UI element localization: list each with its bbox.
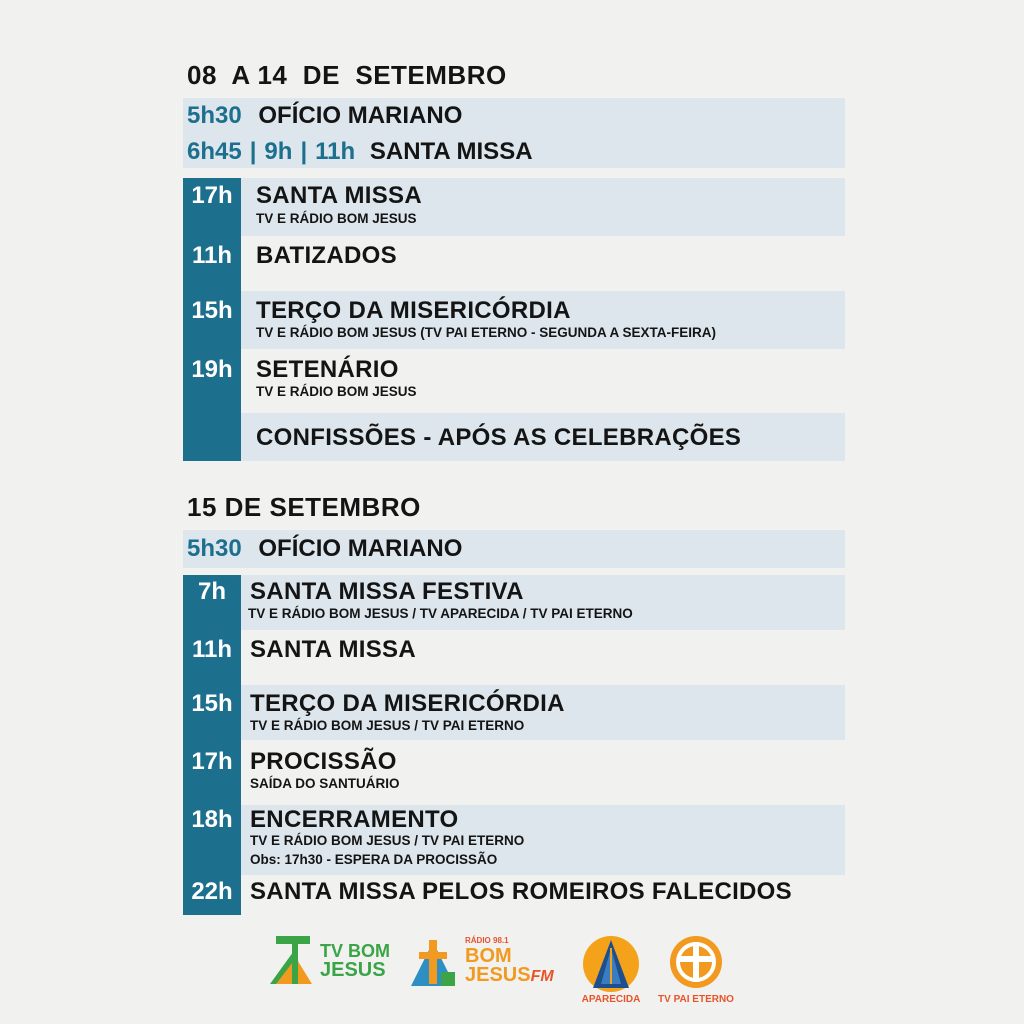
daily-row-oficio: [187, 102, 462, 130]
radio-line1: BOM: [465, 945, 512, 967]
tv-bom-jesus-line2: JESUS: [320, 959, 386, 981]
daily-time: 9h: [264, 138, 293, 165]
event-time: 17h: [191, 182, 233, 209]
event-subtitle: TV E RÁDIO BOM JESUS / TV PAI ETERNO: [250, 718, 525, 733]
event-subtitle: TV E RÁDIO BOM JESUS / TV APARECIDA / TV PAI ETERNO: [248, 606, 633, 621]
daily-event: SANTA MISSA: [369, 138, 533, 165]
event-subtitle: TV E RÁDIO BOM JESUS: [256, 384, 417, 399]
separator: |: [300, 138, 308, 165]
radio-fm: FM: [530, 968, 554, 985]
section-title-day15: 15 DE SETEMBRO: [187, 492, 421, 522]
separator: |: [249, 138, 257, 165]
daily-time: 5h30: [187, 102, 242, 129]
event-time: 15h: [191, 690, 233, 717]
radio-line2-text: JESUS: [465, 964, 531, 986]
aparecida-emblem-icon: [581, 934, 641, 994]
event-time: 15h: [191, 297, 233, 324]
tv-bom-jesus-line1: TV BOM: [320, 941, 390, 961]
event-note: Obs: 17h30 - ESPERA DA PROCISSÃO: [250, 852, 498, 867]
tv-pai-eterno-emblem-icon: [668, 934, 724, 990]
event-time: 11h: [191, 636, 233, 663]
event-time: 22h: [191, 878, 233, 905]
event-subtitle: TV E RÁDIO BOM JESUS (TV PAI ETERNO - SEGUNDA A SEXTA-FEIRA): [256, 325, 717, 340]
event-time: 19h: [191, 356, 233, 383]
event-time: 17h: [191, 748, 233, 775]
aparecida-label: APARECIDA: [581, 994, 641, 1005]
aparecida-logo: [578, 934, 644, 1008]
event-time: 11h: [191, 242, 233, 269]
daily-event: OFÍCIO MARIANO: [258, 102, 463, 129]
event-subtitle: TV E RÁDIO BOM JESUS: [256, 211, 417, 226]
event-title: SANTA MISSA: [256, 182, 422, 209]
event-title: TERÇO DA MISERICÓRDIA: [256, 297, 571, 324]
time-column: [183, 575, 241, 915]
event-time: 7h: [197, 578, 226, 605]
event-subtitle: SAÍDA DO SANTUÁRIO: [250, 776, 400, 791]
event-title: PROCISSÃO: [250, 748, 397, 775]
daily-row-missa: [187, 138, 533, 166]
event-title: SANTA MISSA FESTIVA: [250, 578, 524, 605]
daily-time: 11h: [315, 138, 356, 165]
event-title: SANTA MISSA PELOS ROMEIROS FALECIDOS: [250, 878, 792, 905]
tv-pai-eterno-logo: [656, 934, 736, 1008]
event-subtitle: TV E RÁDIO BOM JESUS / TV PAI ETERNO: [250, 833, 525, 848]
event-title: TERÇO DA MISERICÓRDIA: [250, 690, 565, 717]
event-title: CONFISSÕES - APÓS AS CELEBRAÇÕES: [256, 424, 742, 451]
event-time: 18h: [191, 806, 233, 833]
radio-frequency: RÁDIO 98.1: [465, 936, 509, 945]
daily-time: 6h45: [187, 138, 242, 165]
daily-row-oficio: [187, 535, 462, 563]
radio-bom-jesus-emblem-icon: [405, 932, 463, 992]
tv-pai-eterno-label: TV PAI ETERNO: [658, 994, 734, 1005]
section-title-week: 08 A 14 DE SETEMBRO: [187, 60, 507, 90]
radio-line2: [465, 965, 554, 987]
daily-event: OFÍCIO MARIANO: [258, 535, 463, 562]
event-title: ENCERRAMENTO: [250, 806, 459, 833]
daily-time: 5h30: [187, 535, 242, 562]
event-title: BATIZADOS: [256, 242, 397, 269]
radio-bom-jesus-logo: [405, 932, 555, 994]
event-title: SANTA MISSA: [250, 636, 416, 663]
tv-bom-jesus-emblem-icon: [262, 932, 322, 992]
tv-bom-jesus-logo: [262, 932, 392, 992]
event-title: SETENÁRIO: [256, 356, 399, 383]
